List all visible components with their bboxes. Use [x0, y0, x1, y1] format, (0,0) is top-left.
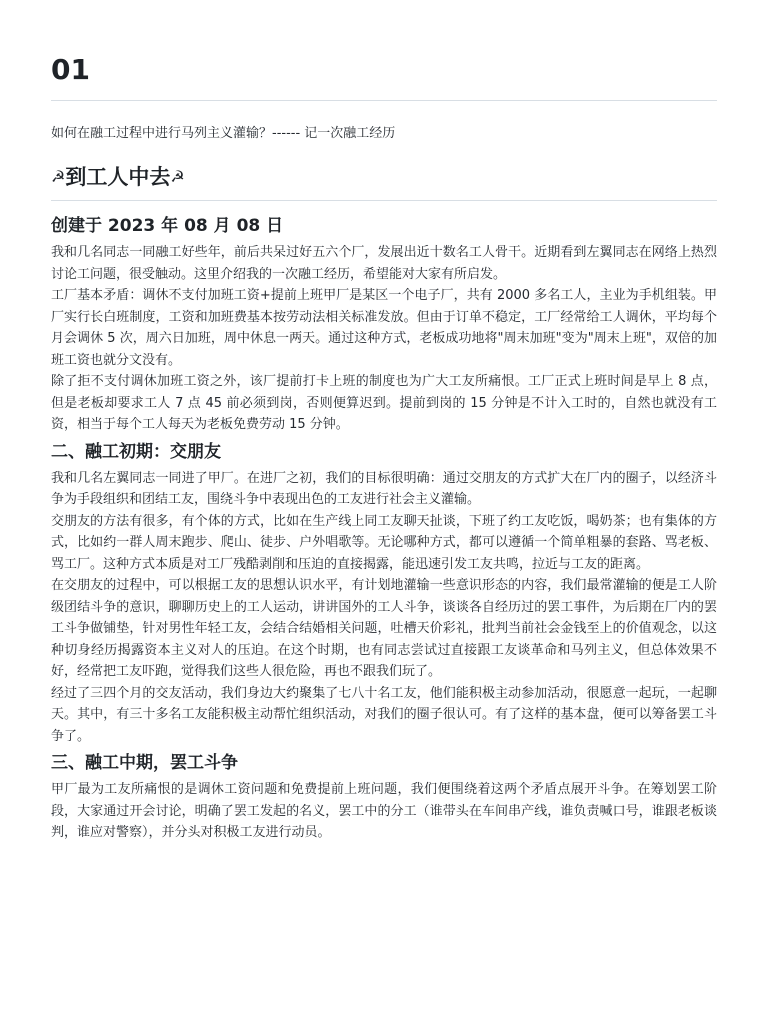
page-number: 01 — [51, 53, 90, 86]
paragraph: 我和几名同志一同融工好些年，前后共呆过好五六个厂，发展出近十数名工人骨干。近期看到左翼同志在网络上热烈讨论工问题，很受触动。这里介绍我的一次融工经历，希望能对大家有所启发。 — [51, 245, 717, 282]
article-title — [51, 160, 185, 194]
paragraph: 交朋友的方法有很多，有个体的方式，比如在生产线上同工友聊天扯谈，下班了约工友吃饭，喝奶茶；也有集体的方式，比如约一群人周末跑步、爬山、徒步、户外唱歌等。无论哪种方式，都可以遵循一个简单粗暴的套路、骂老板、骂工厂。这种方式本质是对工厂残酷剥削和压迫的直接揭露，能迅速引发工友共鸣，拉近与工友的距离。 — [51, 513, 717, 572]
divider — [51, 100, 717, 101]
article-subtitle: 如何在融工过程中进行马列主义灌输？------ 记一次融工经历 — [51, 126, 396, 141]
paragraph: 经过了三四个月的交友活动，我们身边大约聚集了七八十名工友，他们能积极主动参加活动，很愿意一起玩，一起聊天。其中，有三十多名工友能积极主动帮忙组织活动，对我们的圈子很认可。有了这样的基本盘，便可以筹备罢工斗争了。 — [51, 685, 717, 744]
section-heading-early: 二、融工初期：交朋友 — [51, 441, 221, 462]
section-heading-created: 创建于 2023 年 08 月 08 日 — [51, 216, 284, 236]
article-body — [51, 210, 717, 844]
section-heading-mid: 三、融工中期，罢工斗争 — [51, 753, 238, 773]
paragraph: 我和几名左翼同志一同进了甲厂。在进厂之初，我们的目标很明确：通过交朋友的方式扩大在厂内的圈子，以经济斗争为手段组织和团结工友，围绕斗争中表现出色的工友进行社会主义灌输。 — [51, 470, 717, 507]
article-title-text: 到工人中去 — [65, 165, 171, 189]
divider — [51, 200, 717, 201]
hammer-sickle-icon: ☭ — [51, 167, 66, 186]
paragraph: 甲厂最为工友所痛恨的是调休工资问题和免费提前上班问题，我们便围绕着这两个矛盾点展开斗争。在筹划罢工阶段，大家通过开会讨论，明确了罢工发起的名义，罢工中的分工（谁带头在车间串产线，谁负责喊口号，谁跟老板谈判，谁应对警察），并分头对积极工友进行动员。 — [51, 782, 717, 840]
paragraph: 在交朋友的过程中，可以根据工友的思想认识水平，有计划地灌输一些意识形态的内容，我们最常灌输的便是工人阶级团结斗争的意识，聊聊历史上的工人运动，讲讲国外的工人斗争，谈谈各自经历过的罢工事件，为后期在厂内的罢工斗争做铺垫，针对男性年轻工友，会结合结婚相关问题，吐槽天价彩礼，批判当前社会金钱至上的价值观念，以这种切身经历揭露资本主义对人的压迫。在这个时期，也有同志尝试过直接跟工友谈革命和马列主义，但总体效果不好，经常把工友吓跑，觉得我们这些人很危险，再也不跟我们玩了。 — [51, 578, 717, 679]
paragraph: 除了拒不支付调休加班工资之外，该厂提前打卡上班的制度也为广大工友所痛恨。工厂正式上班时间是早上 8 点，但是老板却要求工人 7 点 45 前必须到岗，否则便算迟到。提前到岗的 15 分钟是不计入工时的，自然也就没有工资，相当于每个工人每天为老板免费劳动 15 分钟。 — [51, 374, 717, 432]
paragraph: 工厂基本矛盾：调休不支付加班工资+提前上班甲厂是某区一个电子厂，共有 2000 多名工人，主业为手机组装。甲厂实行长白班制度，工资和加班费基本按劳动法相关标准发放。但由于订单不稳定，工厂经常给工人调休，平均每个月会调休 5 次，周六日加班，周中休息一两天。通过这种方式，老板成功地将"周末加班"变为"周末上班"，双倍的加班工资也就分文没有。 — [51, 288, 717, 368]
hammer-sickle-icon: ☭ — [170, 167, 185, 186]
